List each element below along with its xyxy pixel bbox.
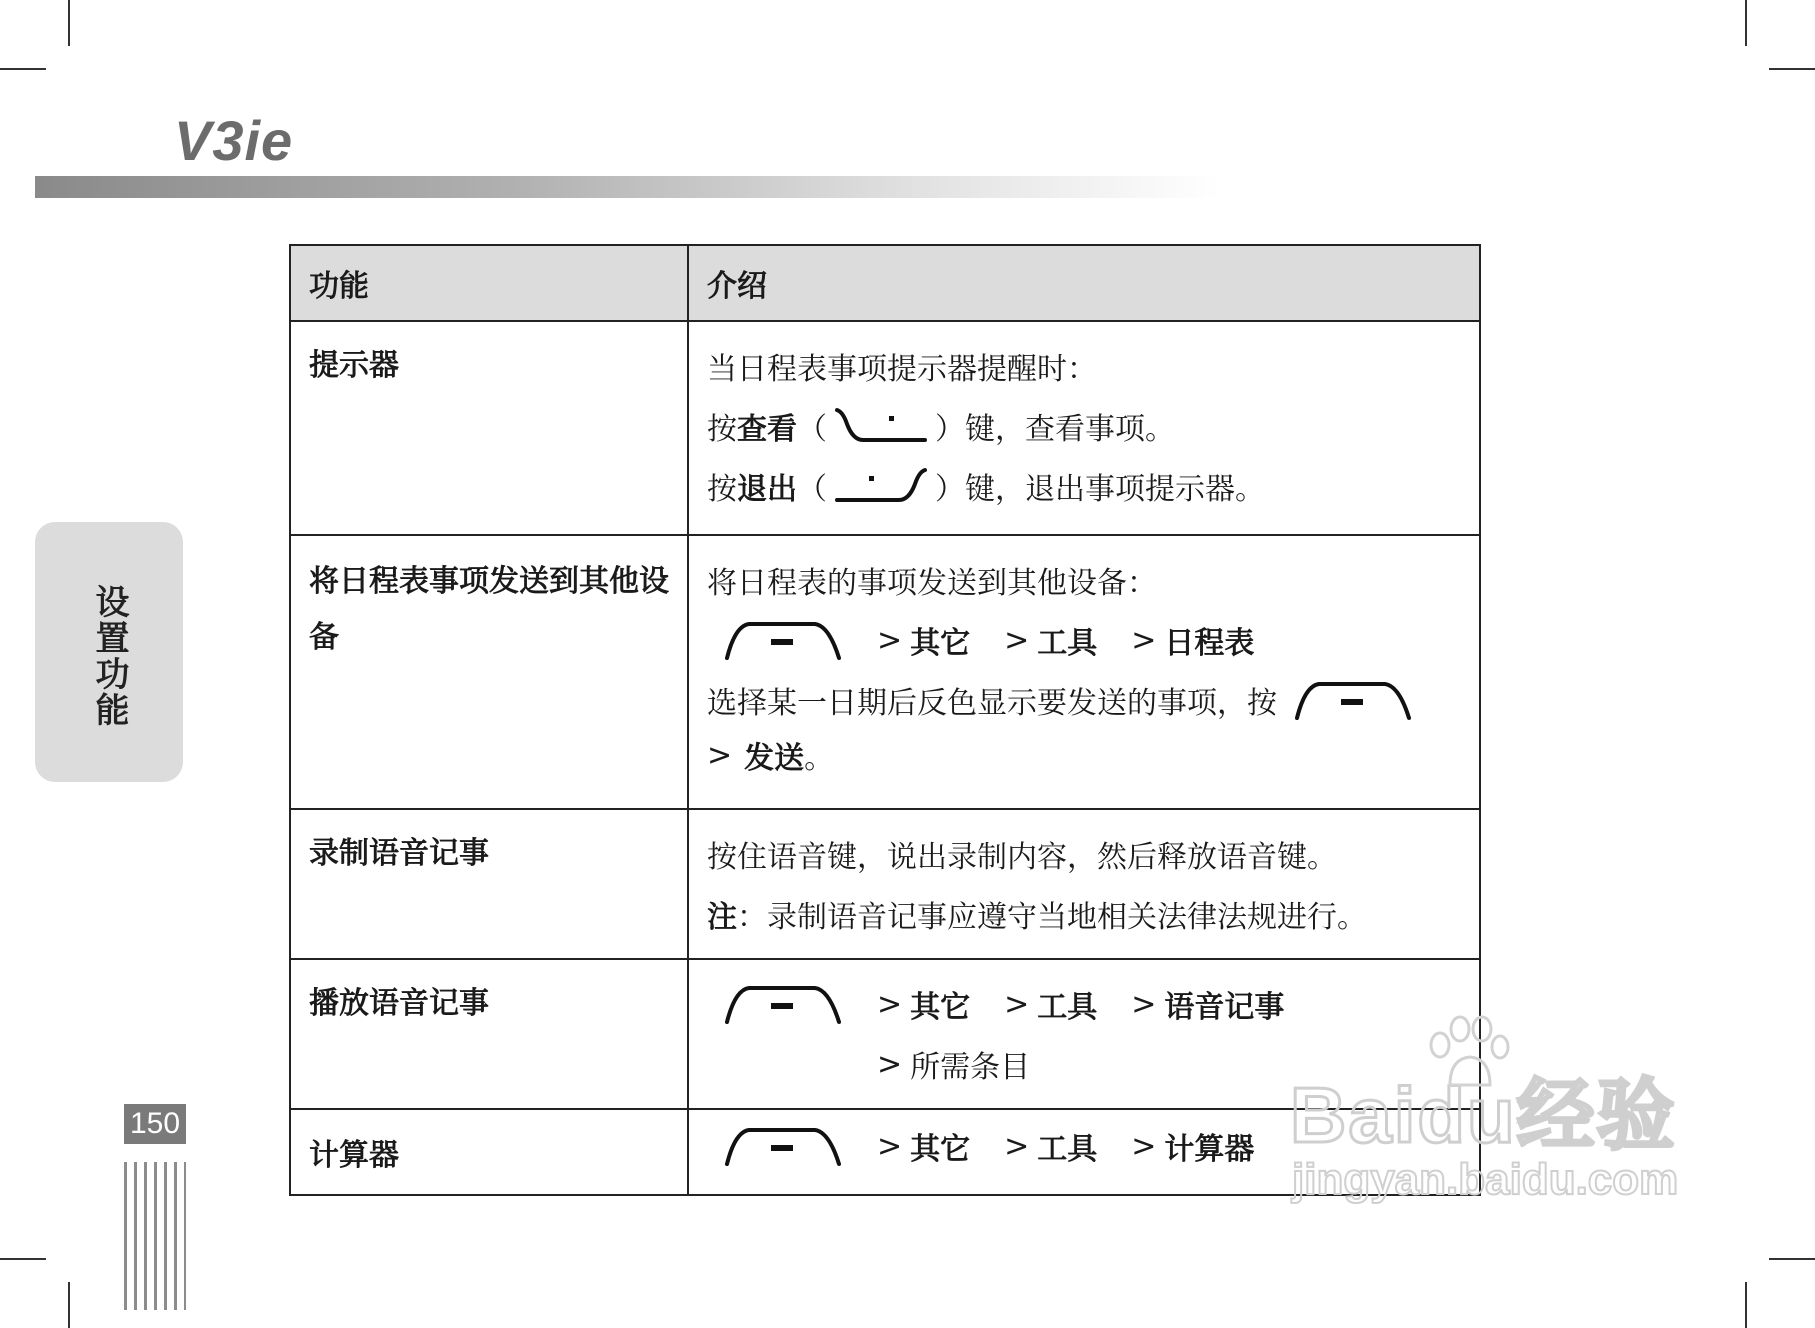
table-header-row [290,245,1480,321]
desc-line: > 其它 > 工具 > 语音记事 [707,974,1461,1034]
brand-title: V3ie [174,109,294,172]
paw-icon [1420,1015,1510,1095]
menu-key-icon [1293,678,1413,722]
header-function: 功能 [290,245,688,321]
crop-mark [1745,0,1747,46]
menu-key-icon [723,982,843,1026]
desc-line: 将日程表的事项发送到其他设备： [707,566,1157,601]
left-soft-key-icon [833,406,929,446]
watermark-url: jingyan.baidu.com [1292,1155,1679,1204]
desc-line: > 其它 > 工具 > 日程表 [707,610,1461,670]
feature-table [289,244,1481,1196]
desc-line: > 其它 > 工具 > 计算器 [707,1116,1461,1176]
right-soft-key-icon [833,466,929,506]
watermark-logo: Baidu经验 [1290,1071,1677,1159]
crop-mark [68,0,70,46]
page-number: 150 [124,1104,186,1144]
crop-mark [0,1258,46,1260]
function-name: 将日程表事项发送到其他设备 [290,535,688,809]
desc-line: 注 ：录制语音记事应遵守当地相关法律法规进行。 [707,900,1367,935]
desc-line: 按住语音键，说出录制内容，然后释放语音键。 [707,840,1337,875]
watermark [1290,1071,1679,1205]
brand-gradient-bar [35,176,1220,198]
crop-mark [1769,68,1815,70]
crop-mark [1769,1258,1815,1260]
function-description [688,809,1480,959]
crop-mark [1745,1282,1747,1328]
function-description [688,321,1480,535]
header-description: 介绍 [688,245,1480,321]
function-name: 录制语音记事 [290,809,688,959]
menu-key-icon [723,618,843,662]
desc-line: 当日程表事项提示器提醒时： [707,352,1097,387]
side-section-tab [35,522,183,782]
menu-key-icon [723,1124,843,1168]
function-name: 播放语音记事 [290,959,688,1109]
desc-line: 按 退出 （ ）键，退出事项提示器。 [707,456,1461,516]
function-name: 提示器 [290,321,688,535]
desc-line: 选择某一日期后反色显示要发送的事项，按 [707,670,1461,730]
table-row [290,535,1480,809]
table-row [290,321,1480,535]
page-stripes [124,1162,186,1310]
desc-line: > 发送 。 [707,737,835,776]
desc-line: 按 查看 （ ）键，查看事项。 [707,396,1461,456]
crop-mark [0,68,46,70]
function-name: 计算器 [290,1109,688,1195]
table-row [290,809,1480,959]
function-description [688,535,1480,809]
desc-line: > 所需条目 [877,1046,1031,1085]
crop-mark [68,1282,70,1328]
side-tab-label: 设置功能 [89,584,129,728]
